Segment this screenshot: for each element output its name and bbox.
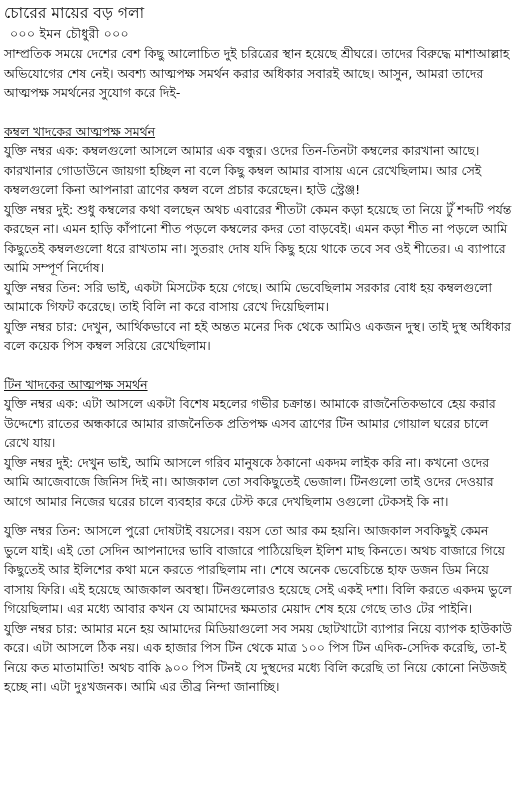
spacer [4,511,514,521]
blanket-point-3: যুক্তি নম্বর তিন: সরি ভাই, একটা মিসটেক হয়ে গেছে। আমি ভেবেছিলাম সরকার বোধ হয় কম্বলগুলো আমাকে গিফট করেছে। তাই বিলি না করে বাসায় রেখে দিয়েছিলাম। [4,279,492,314]
section-heading-tin: টিন খাদকের আত্মপক্ষ সমর্থন [4,376,148,392]
tin-point-4: যুক্তি নম্বর চার: আমার মনে হয় আমাদের মিডিয়াগুলো সব সময় ছোটখাটো ব্যাপার নিয়ে ব্যাপক হাউকাউ করে। এটা আসলে ঠিক নয়। এক হাজার পিস টিন থেকে মাত্র ১০০ পিস টিন এদিক-সেদিক করেছি, তা-ই নিয়ে কত মাতামাতি! অথচ বাকি ৯০০ পিস টিনই যে দুস্থদের মধ্যে বিলি করেছি তা নিয়ে কোনো নিউজই হচ্ছে না। এটা দুঃখজনক। আমি এর তীব্র নিন্দা জানাচ্ছি। [4,620,512,694]
author-byline: ০০০ ইমন চৌধুরী ০০০ [10,26,129,41]
spacer [4,103,514,122]
blanket-point-1: যুক্তি নম্বর এক: কম্বলগুলো আসলে আমার এক বন্ধুর। ওদের তিন-তিনটা কম্বলের কারখানা আছে। কারখানার গোডাউনে জায়গা হচ্ছিল না বলে কিছু কম্বল আমার বাসায় এনে রেখেছিলাম। আর সেই কম্বলগুলো কিনা আপনারা ত্রাণের কম্বল বলে প্রচার করেছেন। হাউ স্ট্রেঞ্জ! [4,143,482,197]
section-heading-blanket: কম্বল খাদকের আত্মপক্ষ সমর্থন [4,123,156,139]
intro-paragraph: সাম্প্রতিক সময়ে দেশের বেশ কিছু আলোচিত দুই চরিত্রের স্থান হয়েছে শ্রীঘরে। তাদের বিরুদ্ধে মাশাআল্লাহ অভিযোগের শেষ নেই। অবশ্য আত্মপক্ষ সমর্থন করার অধিকার সবারই আছে। আসুন, আমরা তাদের আত্মপক্ষ সমর্থনের সুযোগ করে দিই- [4,46,510,100]
article-title: চোরের মায়ের বড় গলা [4,4,145,22]
article [4,2,514,697]
blanket-point-2: যুক্তি নম্বর দুই: শুধু কম্বলের কথা বলছেন অথচ এবারের শীতটা কেমন কড়া হয়েছে তা নিয়ে টুঁ শব্দটি পর্যন্ত করছেন না। এমন হাড়ি কাঁপানো শীত পড়লে কম্বলের কদর তো বাড়বেই। এমন কড়া শীত না পড়লে আমি কিছুতেই কম্বলগুলো ধরে রাখতাম না। সুতরাং দোষ যদি কিছু হয়ে থাকে তবে সব ওই শীতের। এ ব্যাপারে আমি সম্পূর্ণ নির্দোষ। [4,201,512,275]
tin-point-1: যুক্তি নম্বর এক: এটা আসলে একটা বিশেষ মহলের গভীর চক্রান্ত। আমাকে রাজনৈতিকভাবে হেয় করার উদ্দেশ্যে রাতের অন্ধকারে আমার রাজনৈতিক প্রতিপক্ষ এসব ত্রাণের টিন আমার গোয়াল ঘরের চালে রেখে যায়। [4,396,496,450]
tin-point-3: যুক্তি নম্বর তিন: আসলে পুরো দোষটাই বয়সের। বয়স তো আর কম হয়নি। আজকাল সবকিছুই কেমন ভুলে যাই। এই তো সেদিন আপনাদের ভাবি বাজারে পাঠিয়েছিল ইলিশ মাছ কিনতে। অথচ বাজারে গিয়ে কিছুতেই আর ইলিশের কথা মনে করতে পারছিলাম না। শেষে অনেক ভেবেচিন্তে হাফ ডজন ডিম নিয়ে বাসায় ফিরি। এই হয়েছে আজকাল অবস্থা। টিনগুলোরও হয়েছে সেই একই দশা। বিলি করতে একদম ভুলে গিয়েছিলাম। এর মধ্যে আবার কখন যে আমাদের ক্ষমতার মেয়াদ শেষ হয়ে গেছে তাও টের পাইনি। [4,523,512,616]
spacer [4,356,514,375]
blanket-point-4: যুক্তি নম্বর চার: দেখুন, আর্থিকভাবে না হই অন্তত মনের দিক থেকে আমিও একজন দুস্থ। তাই দুস্থ অধিকার বলে কয়েক পিস কম্বল সরিয়ে রেখেছিলাম। [4,318,511,353]
tin-point-2: যুক্তি নম্বর দুই: দেখুন ভাই, আমি আসলে গরিব মানুষকে ঠকানো একদম লাইক করি না। কখনো ওদের আমি আজেবাজে জিনিস দিই না। আজকাল তো সবকিছুতেই ভেজাল। টিনগুলো তাই ওদের দেওয়ার আগে আমার নিজের ঘরের চালে ব্যবহার করে টেস্ট করে দেখছিলাম ওগুলো টেকসই কি না। [4,454,494,509]
